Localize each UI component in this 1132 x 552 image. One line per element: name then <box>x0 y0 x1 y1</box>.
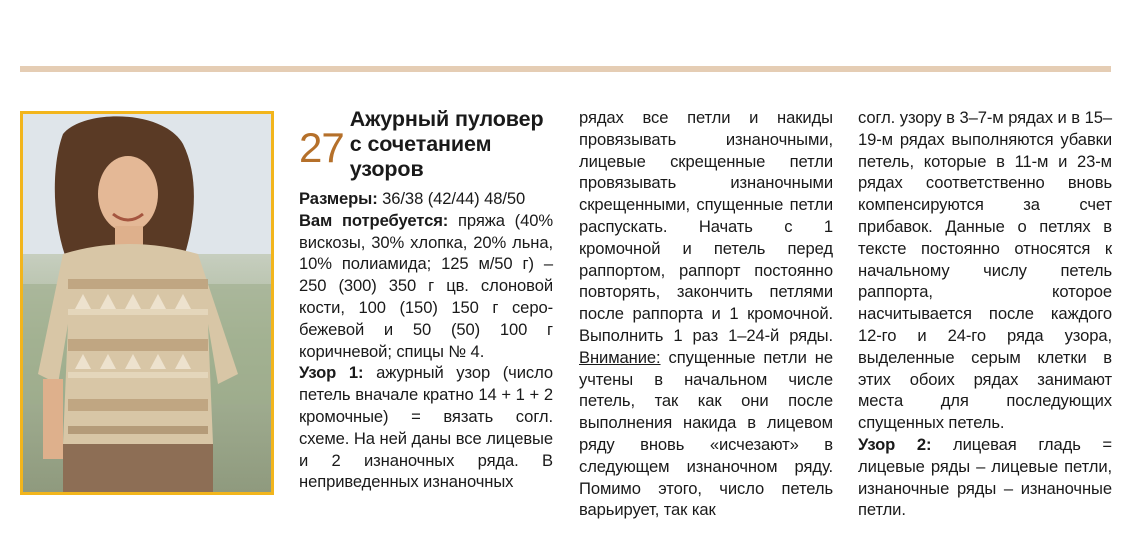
materials-paragraph <box>299 210 553 363</box>
attention-label: Внимание: <box>579 347 661 367</box>
header-rule <box>20 66 1111 72</box>
article-title: Ажурный пуловер с сочетанием узоров <box>349 107 544 181</box>
pattern1-paragraph-start: Узор 1: ажурный узор (число петель вначале кратно 14 + 1 + 2 кромочные) = вязать согл. схеме. На ней даны все лицевые и 2 изнаночных ряда. В неприведенных изнаночных <box>299 363 553 492</box>
materials-value: пряжа (40% вискозы, 30% хлопка, 20% льна, 10% полиамида; 125 м/50 г) – 250 (300) 350 г цв. слоновой кости, 100 (150) 150 г серо-бежевой и 50 (50) 100 г коричневой; спицы № 4. <box>299 210 553 361</box>
text-column-3 <box>858 107 1112 521</box>
text-column-1 <box>299 107 553 493</box>
pattern1-paragraph-end: согл. узору в 3–7-м рядах и в 15–19-м рядах выполняются убавки петель, которые в 11-м и 23-м рядах соответственно вновь компенсируются за счет прибавок. Данные о петлях в тексте постоянно относятся к начальному числу петель раппорта, которое насчитывается после каждого 12-го и 24-го ряда узора, выделенные серым клетки в этих обоих рядах занимают места для последующих спущенных петель. <box>858 108 1112 433</box>
pattern2-paragraph <box>858 434 1112 521</box>
pattern2-label: Узор 2: <box>858 434 932 454</box>
sizes-paragraph <box>299 188 553 210</box>
sizes-label: Размеры: <box>299 189 378 208</box>
pattern2-value: лицевая гладь = лицевые ряды – лицевые петли, изнаночные ряды – изнаночные петли. <box>858 434 1112 520</box>
text-column-2 <box>579 107 833 521</box>
sweater-photo <box>20 111 274 495</box>
materials-label: Вам потребуется: <box>299 210 449 230</box>
article-header <box>299 107 553 182</box>
sizes-value: 36/38 (42/44) 48/50 <box>377 189 526 208</box>
pattern1-label: Узор 1: <box>299 363 364 383</box>
pattern1-paragraph-continued: рядах все петли и накиды провязывать изнаночными, лицевые скрещенные петли провязывать изнаночными скрещенными, спущенные петли распускать. Начать с 1 кромочной и петель перед раппортом, раппорт постоянно повторять, закончить петлями после раппорта и 1 кромочной. Выполнить 1 раз 1–24-й ряды. Внимание: спущенные петли не учтены в начальном числе петель, так как они после выполнения накида в лицевом ряду вновь «исчезают» в следующем изнаночном ряду. Помимо этого, число петель варьирует, так как <box>579 108 833 520</box>
article-number: 27 <box>299 124 344 171</box>
